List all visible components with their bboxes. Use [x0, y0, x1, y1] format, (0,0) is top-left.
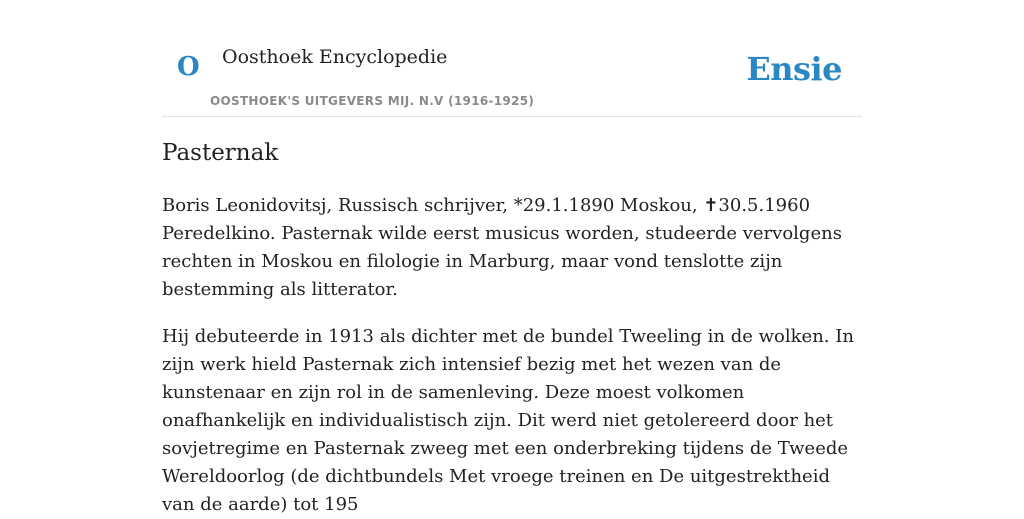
article-paragraph: Hij debuteerde in 1913 als dichter met de bundel Tweeling in de wolken. In zijn werk hield Pasternak zich intensief bezig met het wezen van de kunstenaar en zijn rol in de samenleving. Deze moest volkomen onafhankelijk en individualistisch zijn. Dit werd niet getolereerd door het sovjetregime en Pasternak zweeg met een onderbreking tijdens de Tweede Wereldoorlog (de dichtbundels Met vroege treinen en De uitgestrektheid van de aarde) tot 195 — [162, 326, 854, 515]
page-container — [162, 0, 862, 515]
article-paragraph: Boris Leonidovitsj, Russisch schrijver, *29.1.1890 Moskou, ✝30.5.1960 Peredelkino. Pasternak wilde eerst musicus worden, studeerde vervolgens rechten in Moskou en filologie in Marburg, maar vond tenslotte zijn bestemming als litterator. — [162, 195, 842, 300]
site-title[interactable]: Oosthoek Encyclopedie — [222, 46, 448, 68]
oosthoek-logo[interactable]: O — [177, 52, 200, 82]
ensie-logo[interactable]: Ensie — [746, 50, 842, 88]
site-header — [162, 0, 862, 117]
publisher-subtitle: OOSTHOEK'S UITGEVERS MIJ. N.V (1916-1925) — [210, 94, 535, 108]
article-title: Pasternak — [162, 140, 279, 166]
